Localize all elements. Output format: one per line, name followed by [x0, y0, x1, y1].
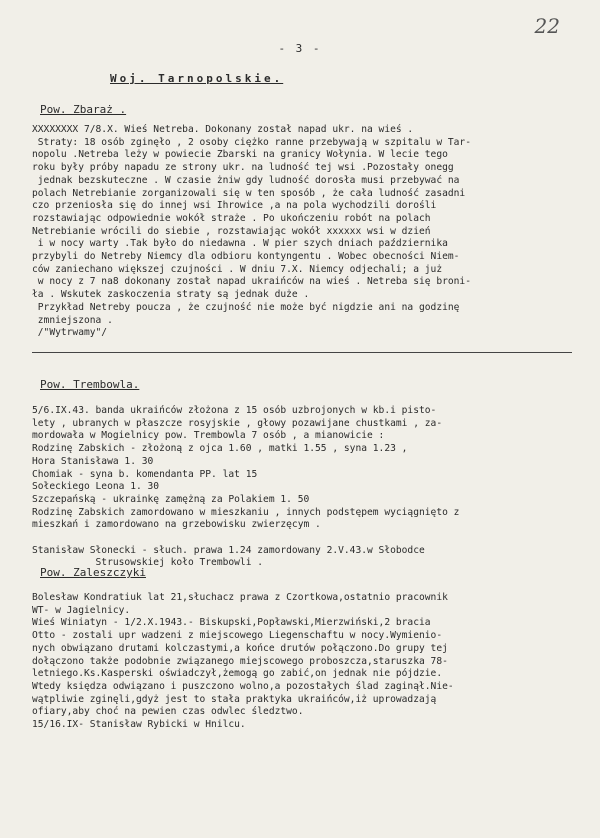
text-line: Otto - zostali upr wadzeni z miejscowego Liegenschaftu w nocy.Wymienio-	[32, 630, 443, 642]
section-heading-zbaraz: Pow. Zbaraż .	[40, 103, 127, 116]
region-title: Woj. Tarnopolskie.	[110, 72, 284, 85]
separator-line	[32, 352, 572, 353]
text-line: Bolesław Kondratiuk lat 21,słuchacz prawa z Czortkowa,ostatnio pracownik	[32, 592, 448, 603]
text-line: 15/16.IX- Stanisław Rybicki w Hnilcu.	[32, 719, 246, 731]
text-line: zmniejszona .	[32, 314, 113, 326]
text-line: Wtedy księdza odwiązano i puszczono wolno,a pozostałych ślad zaginął.Nie-	[32, 680, 454, 692]
text-line: Straty: 18 osób zginęło , 2 osoby ciężko ranne przebywają w szpitalu w Tar-	[32, 136, 471, 148]
text-line: polach Netrebianie zorganizowali się w ten sposób , że cała ludność zasadni	[32, 187, 466, 199]
text-line: wątpliwie zginęli,gdyż jest to stała praktyka ukraińców,iż uprowadzają	[32, 693, 437, 705]
text-line: Rodzinę Żabskich - złożoną z ojca 1.60 , matki 1.55 , syna 1.23 ,	[32, 443, 408, 455]
text-line: ofiary,aby choć na pewien czas odwlec śledztwo.	[32, 706, 304, 718]
text-line: mieszkań i zamordowano na grzebowisku zwierzęcym .	[32, 519, 321, 531]
text-line: ła . Wskutek zaskoczenia straty są jednak duże .	[32, 289, 310, 301]
text-line: w nocy z 7 na8 dokonany został napad ukraińców na wieś . Netreba się broni-	[32, 276, 471, 288]
text-line: przybyli do Netreby Niemcy dla odbioru kontyngentu . Wobec obecności Niem-	[32, 251, 460, 263]
text-line: ców zaniechano większej czujności . W dniu 7.X. Niemcy odjechali; a już	[32, 263, 443, 275]
text-line: dołączono także podobnie związanego miejscowego proboszcza,staruszka 78-	[32, 655, 448, 667]
text-line: czo przeniosła się do innej wsi Ihrowice ,a na pola wychodzili dorośli	[32, 200, 437, 212]
text-line: mordowała w Mogielnicy pow. Trembowla 7 osób , a mianowicie :	[32, 430, 385, 442]
text-line: Wieś Winiatyn - 1/2.X.1943.- Biskupski,Popławski,Mierzwiński,2 bracia	[32, 617, 431, 629]
text-line	[32, 532, 584, 545]
text-line: rozstawiając odpowiednie wokół straże . Po ukończeniu robót na polach	[32, 212, 431, 224]
section-body-zbaraz	[32, 124, 584, 340]
text-line: /"Wytrwamy"/	[32, 327, 108, 339]
page-number: - 3 -	[278, 42, 322, 55]
text-line: i w nocy warty .Tak było do niedawna . W pier szych dniach października	[32, 238, 448, 250]
text-line: 5/6.IX.43. banda ukraińców złożona z 15 osób uzbrojonych w kb.i pisto-	[32, 405, 437, 416]
text-line: WT- w Jagielnicy.	[32, 604, 131, 616]
section-heading-zaleszczyki: Pow. Zaleszczyki	[40, 566, 146, 579]
text-line: Strusowskiej koło Trembowli .	[32, 557, 264, 569]
text-line: Przykład Netreby poucza , że czujność nie może być nigdzie ani na godzinę	[32, 301, 460, 313]
text-line: Stanisław Słonecki - słuch. prawa 1.24 zamordowany 2.V.43.w Słobodce	[32, 544, 425, 556]
section-heading-trembowla: Pow. Trembowla.	[40, 378, 140, 391]
text-line: nopolu .Netreba leży w powiecie Zbarski na granicy Wołynia. W lecie tego	[32, 149, 448, 161]
text-line: nych obwiązano drutami kolczastymi,a końce drutów połączono.Do grupy tej	[32, 642, 448, 654]
text-line: Chomiak - syna b. komendanta PP. lat 15	[32, 468, 258, 480]
text-line: jednak bezskuteczne . W czasie żniw gdy ludność dorosła musi przebywać na	[32, 174, 460, 186]
section-body-zaleszczyki	[32, 592, 584, 732]
text-line: Rodzinę Żabskich zamordowano w mieszkaniu , innych podstępem wyciągnięto z	[32, 506, 460, 518]
text-line: Szczepańską - ukrainkę zamężną za Polakiem 1. 50	[32, 493, 310, 505]
text-line: lety , ubranych w płaszcze rosyjskie , głowy pozawijane chustkami , za-	[32, 417, 443, 429]
handwritten-page-number: 22	[534, 14, 560, 38]
text-line: Netrebianie wrócili do siebie , rozstawiając wokół xxxxxx wsi w dzień	[32, 225, 431, 237]
text-line: letniego.Ks.Kasperski oświadczył,żemogą go zabić,on jednak nie pójdzie.	[32, 668, 443, 680]
section-body-trembowla	[32, 405, 584, 570]
text-line: roku były próby napadu ze strony ukr. na ludność tej wsi .Pozostały onegg	[32, 162, 454, 174]
text-line: XXXXXXXX 7/8.X. Wieś Netreba. Dokonany został napad ukr. na wieś .	[32, 124, 414, 135]
text-line: Sołeckiego Leona 1. 30	[32, 481, 160, 493]
text-line: Hora Stanisława 1. 30	[32, 455, 154, 467]
